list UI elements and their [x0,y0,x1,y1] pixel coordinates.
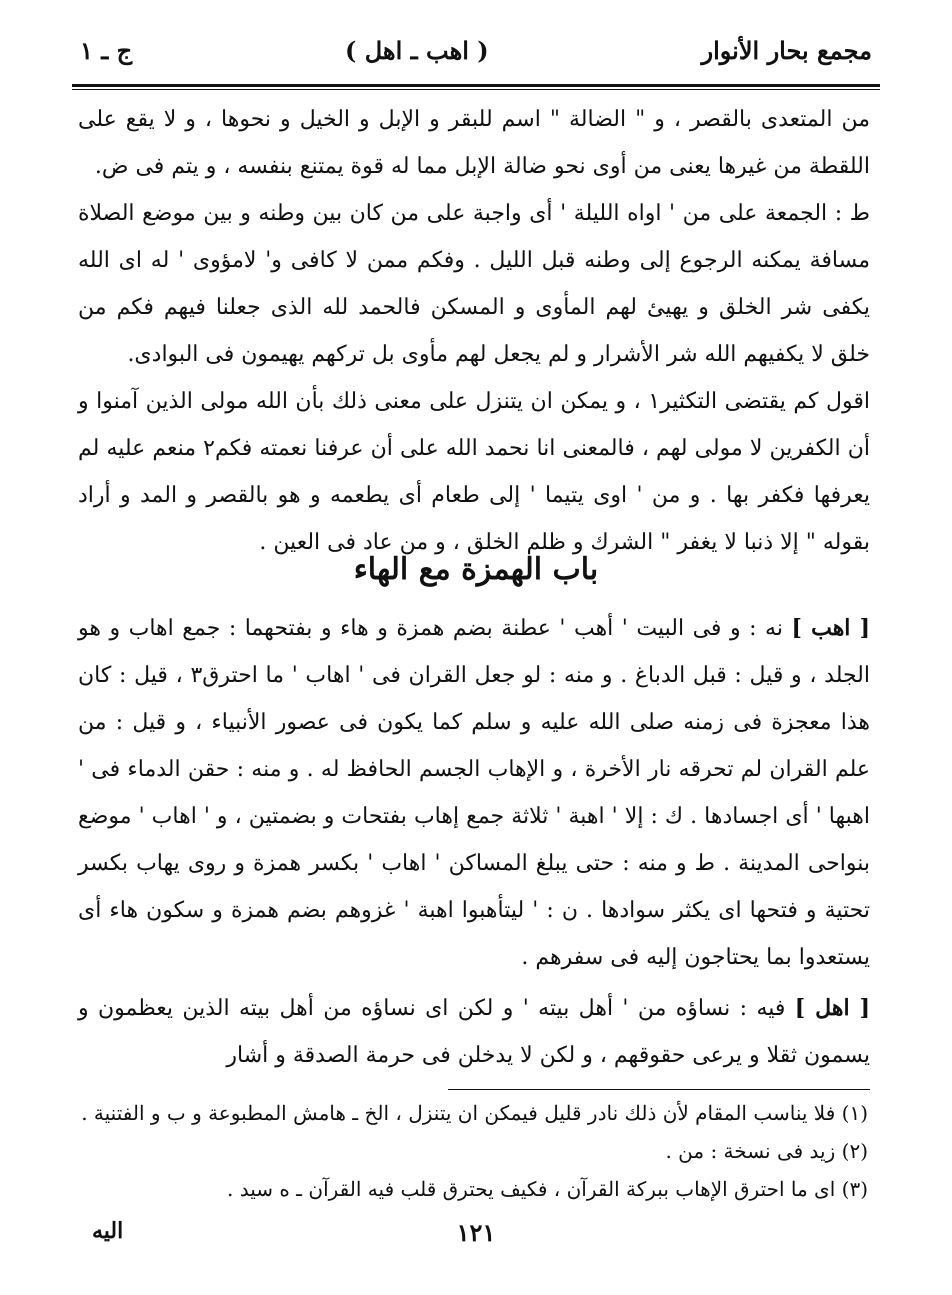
entry-ahb [78,605,870,981]
entry-ahb-paragraph [78,605,870,981]
paragraph-1: من المتعدى بالقصر ، و " الضالة " اسم للبقر و الإبل و الخيل و نحوها ، و لا يقع على اللقطة من غيرها يعنى من أوى نحو ضالة الإبل مما له قوة يمتنع بنفسه ، و يتم فى ض. [78,107,870,179]
running-head-title: مجمع بحار الأنوار [701,35,872,65]
header-rule-thin [72,89,880,90]
footnote-1: (١) فلا يناسب المقام لأن ذلك نادر قليل فيمكن ان يتنزل ، الخ ـ هامش المطبوعة و ب و الفتنية . [81,1101,868,1125]
entry-ahb-text: نه : و فى البيت ' أهب ' عطنة بضم همزة و هاء و بفتحهما : جمع اهاب و هو الجلد ، و قيل : قبل الدباغ . و منه : لو جعل القران فى ' اهاب ' ما احترق٣ ، قيل : كان هذا معجزة فى زمنه صلى الله عليه و سلم كما يكون فى عصور الأنبياء ، و قيل : من علم القران لم تحرقه نار الأخرة ، و الإهاب الجسم الحافظ له . و منه : حقن الدماء فى ' اهبها ' أى اجسادها . ك : إلا ' اهبة ' ثلاثة جمع إهاب بفتحات و بضمتين ، و ' اهاب ' موضع بنواحى المدينة . ط و منه : حتى يبلغ المساكن ' اهاب ' بكسر همزة و روى يهاب بكسر تحتية و فتحها اى يكثر سوادها . ن : ' ليتأهبوا اهبة ' غزوهم بضم همزة و سكون هاء أى يستعدوا بما يحتاجون إليه فى سفرهم . [78,616,871,970]
footnote-2: (٢) زيد فى نسخة : من . [665,1139,868,1163]
running-head-volume: ج ـ ١ [80,35,133,65]
catchword: اليه [92,1218,124,1244]
section-heading: باب الهمزة مع الهاء [353,552,599,587]
entry-ahl [78,985,870,1079]
entry-ahl-text: فيه : نساؤه من ' أهل بيته ' و لكن اى نساؤه من أهل بيته الذين يعظمون و يسمون ثقلا و يرعى حقوقهم ، و لكن لا يدخلن فى حرمة الصدقة و أشار [78,996,870,1068]
body-text-top [78,96,870,566]
header-rule-thick [72,84,880,87]
page-number: ١٢١ [456,1218,496,1247]
entry-ahl-key: [ اهل ] [794,995,870,1021]
footnotes [78,1094,868,1208]
entry-ahl-paragraph [78,985,870,1079]
running-head-entries: ( اهب ـ اهل ) [345,35,489,65]
entry-ahb-key: [ اهب ] [791,615,871,641]
footnote-rule [448,1089,870,1090]
paragraph-2: ط : الجمعة على من ' اواه الليلة ' أى واجبة على من كان بين وطنه و بين موضع الصلاة مسافة يمكنه الرجوع إلى وطنه قبل الليل . وفكم ممن لا كافى و' لامؤوى ' له اى الله يكفى شر الخلق و يهيئ لهم المأوى و المسكن فالحمد لله الذى جعلنا فيهم فكم من خلق لا يكفيهم الله شر الأشرار و لم يجعل لهم مأوى بل تركهم يهيمون فى البوادى. [78,201,870,367]
running-head [80,30,872,70]
paragraph-3: اقول كم يقتضى التكثير١ ، و يمكن ان يتنزل على معنى ذلك بأن الله مولى الذين آمنوا و أن الكفرين لا مولى لهم ، فالمعنى انا نحمد الله على أن عرفنا نعمته فكم٢ منعم عليه لم يعرفها فكفر بها . و من ' اوى يتيما ' إلى طعام أى يطعمه و هو بالقصر و المد و أراد بقوله " إلا ذنبا لا يغفر " الشرك و ظلم الخلق ، و من عاد فى العين . [78,389,870,555]
footnote-3: (٣) اى ما احترق الإهاب ببركة القرآن ، فكيف يحترق قلب فيه القرآن ـ ه سيد . [226,1177,868,1201]
